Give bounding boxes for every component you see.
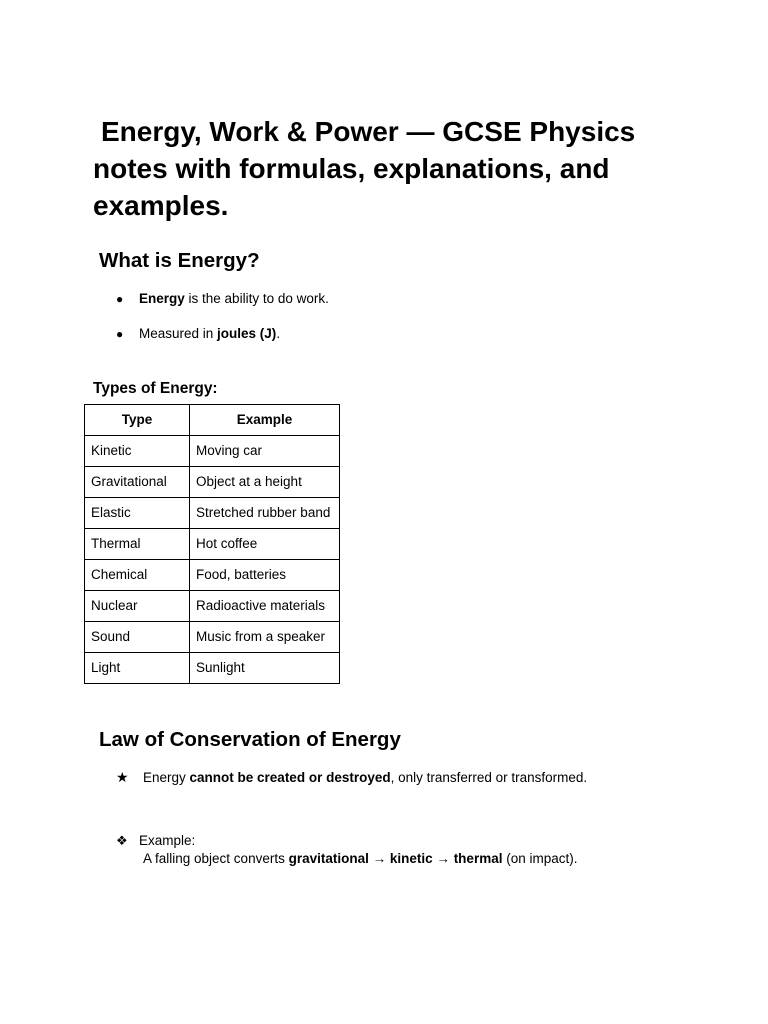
table-cell-example: Radioactive materials: [190, 591, 340, 622]
example-bold-gravitational: gravitational: [288, 851, 369, 866]
table-cell-type: Thermal: [85, 529, 190, 560]
column-header-example: Example: [190, 405, 340, 436]
table-cell-example: Music from a speaker: [190, 622, 340, 653]
table-cell-type: Light: [85, 653, 190, 684]
example-text: [143, 850, 578, 868]
statement-bold-text: cannot be created or destroyed: [189, 770, 391, 785]
table-row: [85, 436, 340, 467]
arrow-icon: →: [432, 851, 454, 866]
section-heading-conservation-of-energy: Law of Conservation of Energy: [99, 728, 401, 751]
table-row: [85, 467, 340, 498]
example-bold-kinetic: kinetic: [389, 851, 433, 866]
table-cell-type: Kinetic: [85, 436, 190, 467]
column-header-type: Type: [85, 405, 190, 436]
section-heading-what-is-energy: What is Energy?: [99, 249, 260, 272]
example-bold-thermal: thermal: [453, 851, 503, 866]
table-cell-type: Gravitational: [85, 467, 190, 498]
statement-text: Energy: [143, 770, 190, 785]
example-label-row: [116, 832, 195, 850]
bullet-bold-text: Energy: [139, 291, 185, 306]
table-row: [85, 622, 340, 653]
bullet-text: is the ability to do work.: [184, 291, 329, 306]
table-row: [85, 560, 340, 591]
bullet-text: Measured in: [139, 326, 218, 341]
table-cell-example: Food, batteries: [190, 560, 340, 591]
conservation-statement: [116, 768, 587, 787]
document-title: [93, 113, 713, 224]
table-header-row: [85, 405, 340, 436]
example-text-part: (on impact).: [502, 851, 578, 866]
types-of-energy-table: [84, 404, 340, 684]
energy-bullet-definition: [116, 290, 329, 308]
bullet-bold-text: joules (J): [217, 326, 277, 341]
table-cell-example: Moving car: [190, 436, 340, 467]
document-title-text: Energy, Work & Power — GCSE Physics notes with formulas, explanations, and examples.: [93, 116, 636, 221]
example-label: Example:: [139, 833, 196, 848]
statement-text: , only transferred or transformed.: [390, 770, 588, 785]
table-row: [85, 591, 340, 622]
types-of-energy-heading: Types of Energy:: [93, 380, 218, 397]
energy-bullet-units: [116, 325, 280, 343]
table-row: [85, 653, 340, 684]
table-cell-type: Nuclear: [85, 591, 190, 622]
star-icon: ★: [116, 769, 129, 785]
diamond-bullet-icon: ❖: [116, 833, 128, 848]
bullet-text: .: [276, 326, 281, 341]
table-cell-type: Chemical: [85, 560, 190, 591]
table-cell-example: Sunlight: [190, 653, 340, 684]
table-cell-example: Object at a height: [190, 467, 340, 498]
bullet-dot-icon: ●: [116, 327, 124, 341]
table-cell-example: Stretched rubber band: [190, 498, 340, 529]
table-cell-type: Elastic: [85, 498, 190, 529]
table-cell-example: Hot coffee: [190, 529, 340, 560]
table-cell-type: Sound: [85, 622, 190, 653]
bullet-dot-icon: ●: [116, 292, 124, 306]
example-text-part: A falling object converts: [143, 851, 289, 866]
arrow-icon: →: [368, 851, 390, 866]
table-row: [85, 498, 340, 529]
table-row: [85, 529, 340, 560]
